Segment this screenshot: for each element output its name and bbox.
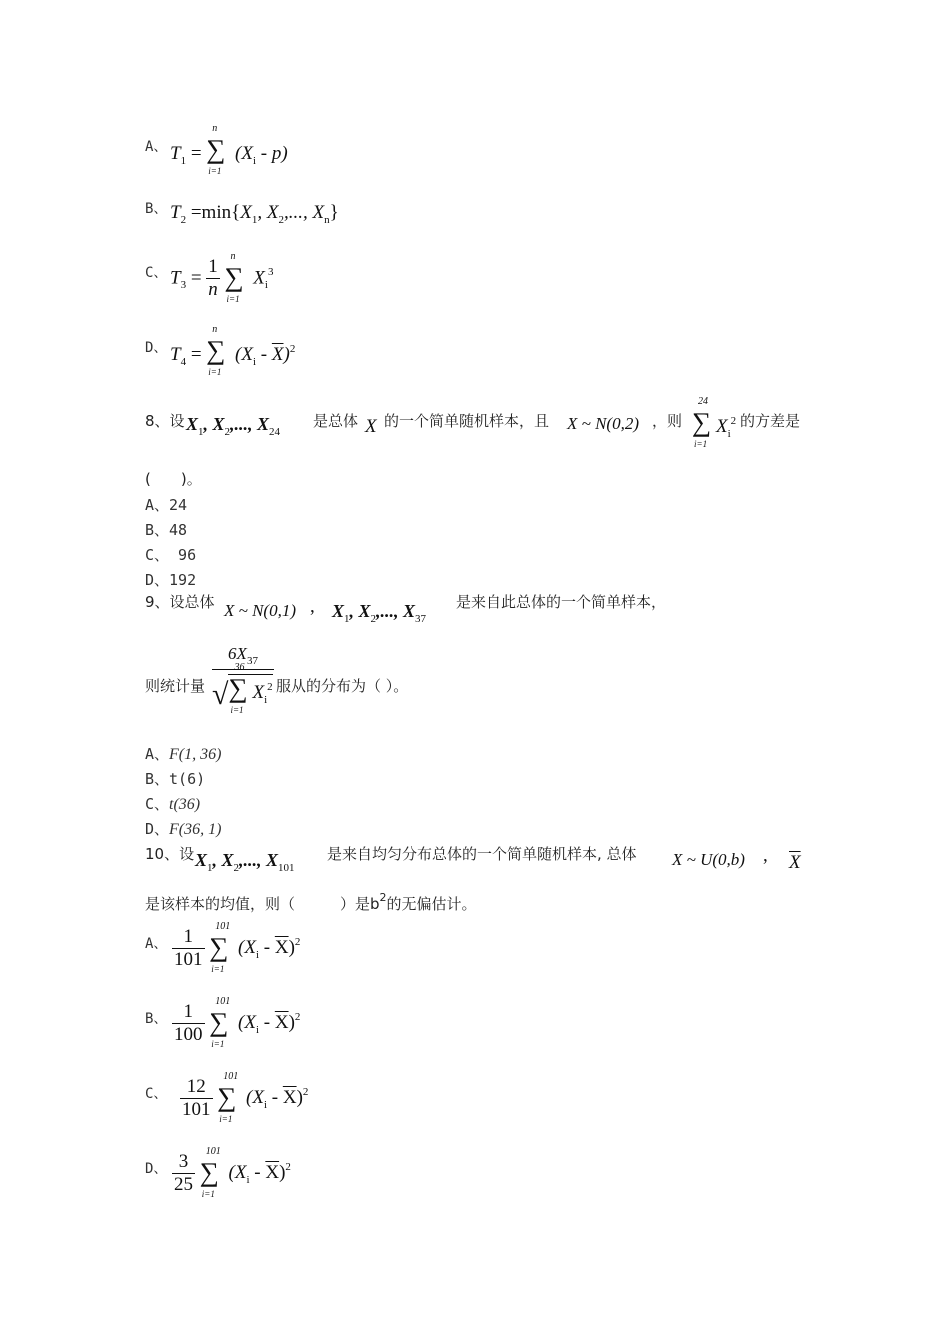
q10-prefix: 10、设: [145, 845, 195, 863]
q9-sample: $X_1$, $X_2$,..., $X_{37}$: [332, 601, 427, 625]
q9-answer-c: C、t(36): [145, 795, 201, 813]
q8-text-2: 的一个简单随机样本，且: [384, 412, 550, 430]
q10-option-b-label: B、: [145, 1011, 168, 1027]
q8-answer-c: C、 96: [145, 546, 197, 564]
q8-answer-b: B、48: [145, 521, 188, 539]
q7-option-c-formula: $T_3$ = $\frac{1}{n}$ ∑ n i=1 $X_i^3$: [170, 250, 274, 304]
q10-option-d-formula: $\frac{3}{25}$ ∑ 101 i=1 $(X_i - \overline{X})^2$: [174, 1145, 291, 1199]
q8-text-1: 是总体: [313, 412, 359, 430]
q9-prefix: 9、设总体: [145, 593, 215, 611]
q8-distribution: X ~ N(0,2): [567, 414, 639, 433]
q10-option-b-formula: $\frac{1}{100}$ ∑ 101 i=1 $(X_i - \overline{X})^2$: [174, 995, 301, 1049]
q10-option-a-label: A、: [145, 936, 168, 952]
q8-blank: ( )。: [145, 470, 202, 488]
q10-text-1: 是来自均匀分布总体的一个简单随机样本, 总体: [327, 845, 637, 863]
q9-answer-d: D、F(36, 1): [145, 820, 222, 838]
q7-option-d-label: D、: [145, 340, 168, 356]
q10-option-c-label: C、: [145, 1086, 168, 1102]
q10-option-a-formula: $\frac{1}{101}$ ∑ 101 i=1 $(X_i - \overline{X})^2$: [174, 920, 301, 974]
q7-option-b-label: B、: [145, 201, 168, 217]
q8-population: X: [365, 416, 377, 437]
q10-comma: ,: [763, 845, 768, 866]
q7-option-a-formula: $T_1$ = ∑ n i=1 $(X_i - p)$: [170, 123, 288, 176]
q9-distribution: X ~ N(0,1): [224, 601, 296, 620]
q10-option-d-label: D、: [145, 1161, 168, 1177]
q7-option-b-formula: $T_2 =\min\{X_1$, $X_2$,..., $X_n$}: [170, 202, 339, 226]
q8-text-4: 的方差是: [740, 412, 801, 430]
q7-option-a-label: A、: [145, 139, 168, 155]
q9-answer-b: B、t(6): [145, 770, 206, 788]
q8-answer-d: D、192: [145, 571, 197, 589]
q7-option-d-formula: $T_4$ = ∑ n i=1 $(X_i - \overline{X})^2$: [170, 324, 296, 377]
q9-answer-a: A、F(1, 36): [145, 745, 222, 763]
q8-text-3: ，则: [652, 412, 683, 430]
q8-answer-a: A、24: [145, 496, 188, 514]
q8-prefix: 8、设: [145, 412, 185, 430]
q10-sample-mean: $\overline{X}$: [789, 852, 801, 873]
q10-sample: $X_1$, $X_2$,..., $X_{101}$: [195, 850, 295, 874]
q10-option-c-formula: $\frac{12}{101}$ ∑ 101 i=1 $(X_i - \overline{X})^2$: [182, 1070, 309, 1124]
q8-sum: ∑ 24 i=1 $X_i^2$: [692, 396, 737, 449]
q9-text-3: 服从的分布为（ ）。: [276, 677, 409, 695]
q9-statistic-numerator: 6X: [228, 644, 247, 663]
q10-text-2: 是该样本的均值，则（ ）是$b^2$的无偏估计。: [145, 891, 477, 913]
q9-comma: ,: [310, 596, 315, 617]
q8-sample: $X_1$, $X_2$,..., $X_{24}$: [186, 414, 281, 438]
q7-option-c-label: C、: [145, 265, 168, 281]
q9-statistic-denominator: √ ∑ 36 i=1 $X_i^2$: [212, 662, 273, 715]
q10-distribution: X ~ U(0,b): [672, 850, 745, 869]
q9-text-1: 是来自此总体的一个简单样本，: [456, 593, 667, 611]
q9-statistic-numerator-subscript: 37: [246, 655, 258, 667]
q9-text-2: 则统计量: [145, 677, 206, 695]
